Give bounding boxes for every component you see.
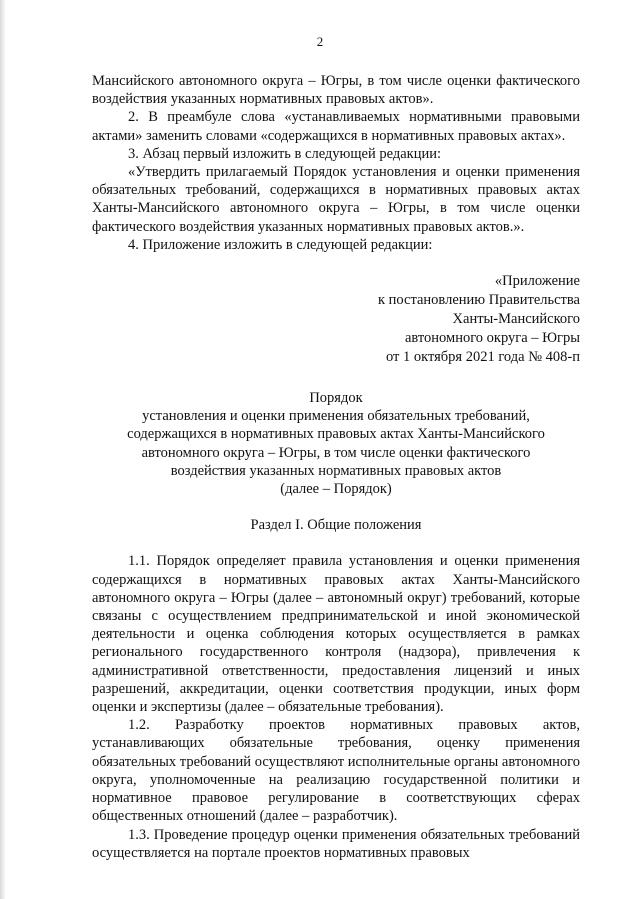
order-title-line: установления и оценки применения обязательных требований, [142,408,530,425]
appendix-line: Ханты-Мансийского [452,311,580,328]
clause-1-2: 1.2. Разработку проектов нормативных правовых актов, устанавливающих обязательные требования, оценку применения обязательных требований осуществляют исполнительные органы автономного округа, уполномоченные на реализацию государственной политики и нормативное правовое регулирование в соответствующих сферах общественных отношений (далее – разработчик). [92,717,580,825]
document-body [92,72,580,862]
clause-1-1: 1.1. Порядок определяет правила установления и оценки применения содержащихся в нормативных правовых актах Ханты-Мансийского автономного округа – Югры (далее – автономный округ) требований, которые связаны с осуществлением предпринимательской и иной экономической деятельности и оценка соблюдения которых осуществляется в рамках регионального государственного контроля (надзора), привлечения к административной ответственности, предоставления лицензий и иных разрешений, аккредитации, оценки соответствия продукции, иных форм оценки и экспертизы (далее – обязательные требования). [92,553,580,716]
order-title-line: (далее – Порядок) [280,481,392,498]
appendix-line: от 1 октября 2021 года № 408-п [385,349,580,366]
order-title-line: Порядок [309,390,363,407]
order-title-line: воздействия указанных нормативных правовых актов [170,462,502,479]
paragraph-item-4: 4. Приложение изложить в следующей редакции: [128,236,433,253]
paragraph-quote: «Утвердить прилагаемый Порядок установления и оценки применения обязательных требований, содержащихся в нормативных правовых актах Ханты-Мансийского автономного округа – Югры, в том числе оценки фактического воздействия указанных нормативных правовых актов.». [92,164,580,235]
paragraph-item-2: 2. В преамбуле слова «устанавливаемых нормативными правовыми актами» заменить словами «содержащихся в нормативных правовых актах». [92,109,580,144]
page-number: 2 [316,34,324,49]
scan-edge-shadow [0,0,6,899]
paragraph-continuation: Мансийского автономного округа – Югры, в том числе оценки фактического воздействия указанных нормативных правовых актов». [92,73,580,108]
paragraph-item-3: 3. Абзац первый изложить в следующей редакции: [128,145,442,162]
order-title-line: содержащихся в нормативных правовых актах Ханты-Мансийского [127,426,545,443]
appendix-line: автономного округа – Югры [404,330,580,347]
appendix-header [92,272,580,367]
appendix-line: «Приложение [494,273,580,290]
clause-1-3: 1.3. Проведение процедур оценки применения обязательных требований осуществляется на портале проектов нормативных правовых [92,826,580,861]
order-title [92,389,580,498]
appendix-line: к постановлению Правительства [378,292,580,309]
order-title-line: автономного округа – Югры, в том числе оценки фактического [141,444,531,461]
section-title: Раздел I. Общие положения [250,517,422,534]
